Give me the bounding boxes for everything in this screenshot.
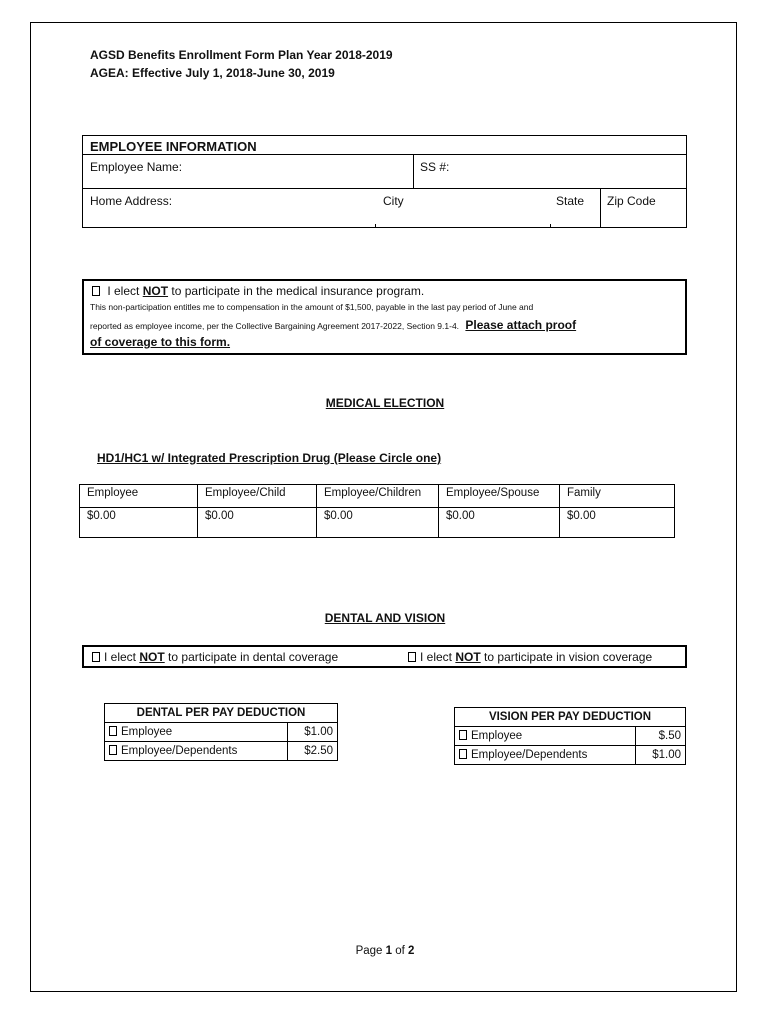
optout-detail: [90, 318, 576, 332]
optout-detail-text: reported as employee income, per the Collective Bargaining Agreement 2017-2022, Section 9.1-4.: [90, 321, 460, 331]
dental-employee-checkbox[interactable]: [109, 726, 117, 736]
table-row: [105, 704, 338, 723]
medical-election-title: [0, 396, 770, 410]
attach-proof-note: of coverage to this form.: [90, 335, 231, 349]
zip-code-label[interactable]: Zip Code: [607, 194, 656, 208]
vision-deduction-title: VISION PER PAY DEDUCTION: [455, 708, 686, 727]
optout-not: NOT: [142, 284, 169, 298]
divider: [83, 188, 686, 189]
employee-name-input[interactable]: [183, 160, 403, 174]
vision-optout-checkbox[interactable]: [408, 652, 416, 662]
page-word: Page: [355, 945, 383, 957]
divider: [83, 154, 686, 155]
ss-number-input[interactable]: [453, 160, 678, 174]
divider: [600, 188, 601, 228]
vision-option-dependents: [455, 746, 636, 765]
optout-not: NOT: [455, 650, 481, 664]
dental-vision-optout-box: [82, 645, 687, 668]
dental-option-employee: [105, 723, 288, 742]
current-page: 1: [385, 945, 393, 957]
tier-cell[interactable]: Family: [560, 485, 675, 508]
form-title: AGSD Benefits Enrollment Form Plan Year 2018-2019: [90, 48, 393, 62]
optout-prefix: I elect: [107, 284, 140, 298]
of-word: of: [395, 945, 405, 957]
medical-plan-name: HD1/HC1 w/ Integrated Prescription Drug (Please Circle one): [97, 451, 442, 465]
amount-cell: $1.00: [636, 746, 686, 765]
dental-optout: [92, 650, 338, 664]
optout-prefix: I elect: [420, 650, 453, 664]
table-row: [455, 746, 686, 765]
dental-option-dependents: [105, 742, 288, 761]
option-label: Employee/Dependents: [471, 749, 588, 761]
vision-dependents-checkbox[interactable]: [459, 749, 467, 759]
city-label[interactable]: City: [383, 194, 404, 208]
dental-deduction-table: [104, 703, 338, 761]
option-label: Employee: [121, 726, 173, 738]
optout-prefix: I elect: [104, 650, 137, 664]
divider: [413, 154, 414, 188]
optout-suffix: to participate in the medical insurance program.: [171, 284, 425, 298]
table-row: [455, 727, 686, 746]
rate-cell: $0.00: [317, 508, 439, 538]
home-address-input[interactable]: [90, 209, 370, 223]
state-label[interactable]: State: [556, 194, 585, 208]
amount-cell: $2.50: [287, 742, 337, 761]
dental-deduction-title: DENTAL PER PAY DEDUCTION: [105, 704, 338, 723]
rate-cell: $0.00: [560, 508, 675, 538]
tier-cell[interactable]: Employee/Spouse: [439, 485, 560, 508]
divider: [375, 224, 376, 228]
dental-vision-title-text: DENTAL AND VISION: [324, 611, 446, 625]
vision-option-employee: [455, 727, 636, 746]
employee-name-label: Employee Name:: [90, 160, 183, 174]
employee-information-section: [82, 135, 687, 228]
medical-optout-checkbox[interactable]: [92, 286, 100, 296]
form-subtitle: AGEA: Effective July 1, 2018-June 30, 2019: [90, 66, 335, 80]
home-address-label: Home Address:: [90, 194, 173, 208]
optout-suffix: to participate in vision coverage: [484, 650, 653, 664]
page-number: [0, 945, 770, 957]
employee-information-title: EMPLOYEE INFORMATION: [90, 139, 257, 154]
rate-cell: $0.00: [198, 508, 317, 538]
total-pages: 2: [408, 945, 415, 957]
tier-cell[interactable]: Employee/Children: [317, 485, 439, 508]
table-row: [455, 708, 686, 727]
table-row: [105, 723, 338, 742]
tier-cell[interactable]: Employee: [80, 485, 198, 508]
medical-optout-box: [82, 279, 687, 355]
option-label: Employee: [471, 730, 523, 742]
table-row: [80, 508, 675, 538]
amount-cell: $.50: [636, 727, 686, 746]
dental-dependents-checkbox[interactable]: [109, 745, 117, 755]
amount-cell: $1.00: [287, 723, 337, 742]
rate-cell: $0.00: [80, 508, 198, 538]
optout-suffix: to participate in dental coverage: [168, 650, 339, 664]
medical-optout-line: [92, 284, 424, 298]
medical-election-title-text: MEDICAL ELECTION: [325, 396, 445, 410]
vision-optout: [408, 650, 652, 664]
optout-not: NOT: [139, 650, 165, 664]
dental-optout-checkbox[interactable]: [92, 652, 100, 662]
divider: [550, 224, 551, 228]
optout-detail: This non-participation entitles me to compensation in the amount of $1,500, payable in the last pay period of June and: [90, 302, 534, 312]
dental-vision-title: [0, 611, 770, 625]
medical-rates-table: [79, 484, 675, 538]
vision-deduction-table: [454, 707, 686, 765]
ss-number-label: SS #:: [420, 160, 450, 174]
option-label: Employee/Dependents: [121, 745, 238, 757]
table-row: [105, 742, 338, 761]
table-row: [80, 485, 675, 508]
tier-cell[interactable]: Employee/Child: [198, 485, 317, 508]
attach-proof-note: Please attach proof: [465, 318, 577, 332]
rate-cell: $0.00: [439, 508, 560, 538]
vision-employee-checkbox[interactable]: [459, 730, 467, 740]
